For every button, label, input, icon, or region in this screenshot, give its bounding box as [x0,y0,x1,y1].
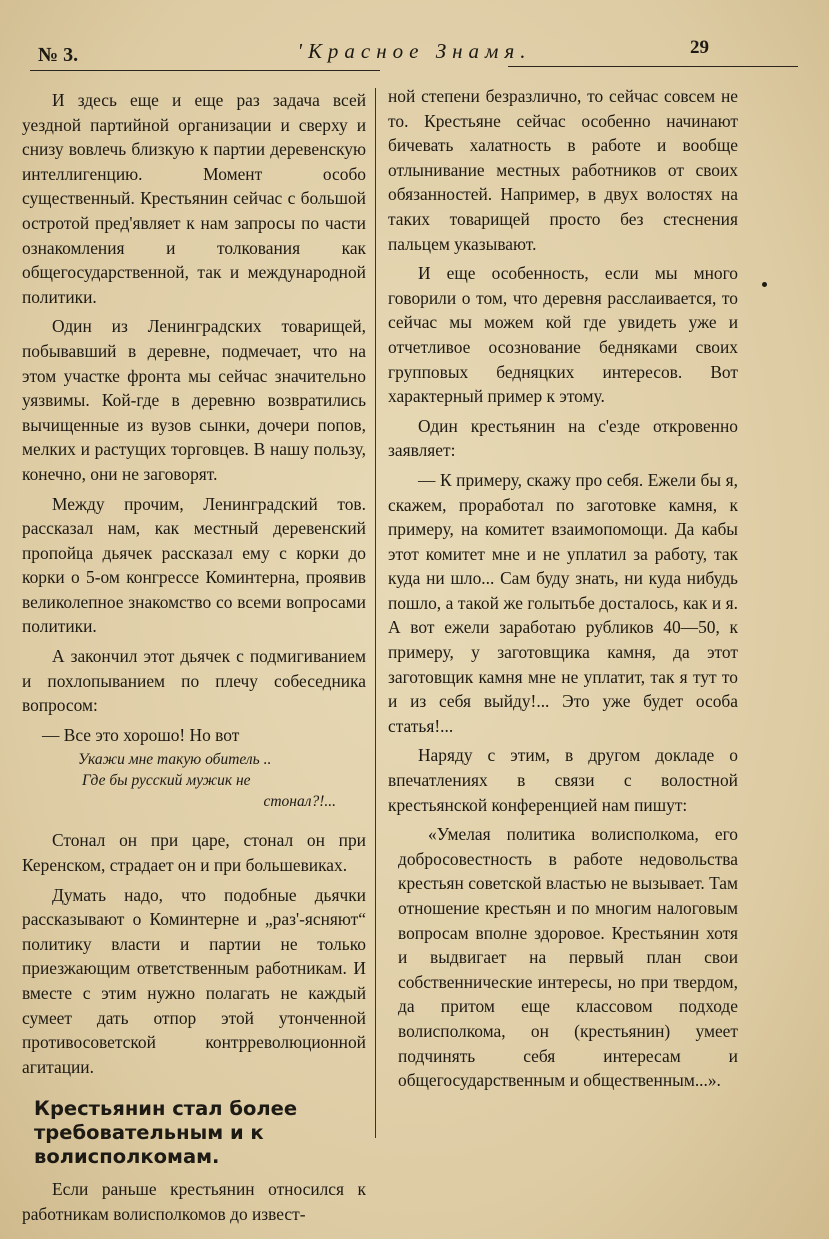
newspaper-title: 'Красное Знамя. [297,39,532,63]
page-number: 29 [690,37,709,58]
paragraph: И еще особенность, если мы много говорили о том, что деревня расслаивается, то сейчас мы можем кой где увидеть уже и отчетливое осознование бедняками своих групповых бедняцких интересов. Вот характерный пример к этому. [388,263,738,407]
paragraph: Если раньше крестьянин относился к работникам волисполкомов до извест- [22,1179,366,1224]
column-divider [375,88,376,1138]
header-rule-right [508,66,798,67]
header-rule-left [30,70,380,71]
paragraph: Один из Ленинградских товарищей, побывавший в деревне, подмечает, что на этом участке фронта мы сейчас значительно уязвимы. Кой-где в деревню возвратились вычищенные из вузов сынки, дочери попов, мелких и растущих торговцев. В нашу пользу, конечно, они не заговорят. [22,316,366,484]
paragraph: Думать надо, что подобные дьячки рассказывают о Коминтерне и „раз'-ясняют“ политику власти и партии не только приезжающим ответственным работникам. И вместе с этим нужно полагать не каждый сумеет дать отпор этой утонченной противосоветской контрреволюционной агитации. [22,884,366,1077]
paragraph: Наряду с этим, в другом докладе о впечатлениях в связи с волостной крестьянской конференцией нам пишут: [388,745,738,815]
ink-dot [762,282,767,287]
verse-quote [22,749,366,812]
paragraph: А закончил этот дьячек с подмигиванием и похлопыванием по плечу собеседника вопросом: [22,646,366,716]
left-column [22,88,366,1232]
page-header [0,0,829,80]
paragraph: ной степени безразлично, то сейчас совсем не то. Крестьяне сейчас особенно начинают бичевать халатность в работе и вообще отлынивание местных работников от своих обязанностей. Например, в двух волостях на таких товарищей просто без стеснения пальцем указывают. [388,86,738,254]
issue-number: № 3. [38,44,79,66]
paragraph: Стонал он при царе, стонал он при Керенском, страдает он и при большевиках. [22,830,366,876]
section-heading: Крестьянин стал более требовательным и к волисполкомам. [34,1097,298,1169]
verse-line: стонал?!... [263,793,336,811]
quote-paragraph: «Умелая политика волисполкома, его добросовестность в работе недовольства крестьян советской властью не вызывает. Там отношение крестьян и по многим налоговым вопросам вполне здоровое. Крестьянин хотя и выдвигает на первый план свои собственнические интересы, но при твердом, да притом еще классовом подходе волисполкома, он (крестьянин) умеет подчинять себя интересам и общегосударственным и общественным...». [398,824,738,1091]
verse-line: Где бы русский мужик не [82,772,251,790]
paragraph: И здесь еще и еще раз задача всей уездной партийной организации и сверху и снизу вовлечь близкую к партии деревенскую интеллигенцию. Момент особо существенный. Крестьянин сейчас с большой остротой пред'являет к нам запросы по части ознакомления и толкования как общегосударственной, так и международной политики. [22,90,366,307]
right-column [388,84,738,1098]
paragraph: Между прочим, Ленинградский тов. рассказал нам, как местный деревенский пропойца дьячек рассказал ему с корки до корки о 5-ом конгрессе Коминтерна, проявив великолепное знакомство со всеми вопросами политики. [22,493,366,637]
dialog-line: — Все это хорошо! Но вот [42,724,240,745]
verse-line: Укажи мне такую обитель .. [78,751,272,769]
paragraph: — К примеру, скажу про себя. Ежели бы я, скажем, проработал по заготовке камня, к примеру, на комитет взаимопомощи. Да кабы этот комитет мне и не уплатил за работу, так куда ни шло... Сам буду знать, ни куда нибудь пошло, а такой же голытьбе досталось, как и я. А вот ежели заработаю рубликов 40—50, к примеру, у заготовщика камня, да этот заготовщик камня мне не уплатит, так я тут то и из себя выйду!... Это уже будет особа статья!... [388,469,738,736]
paragraph: Один крестьянин на с'езде откровенно заявляет: [388,415,738,461]
